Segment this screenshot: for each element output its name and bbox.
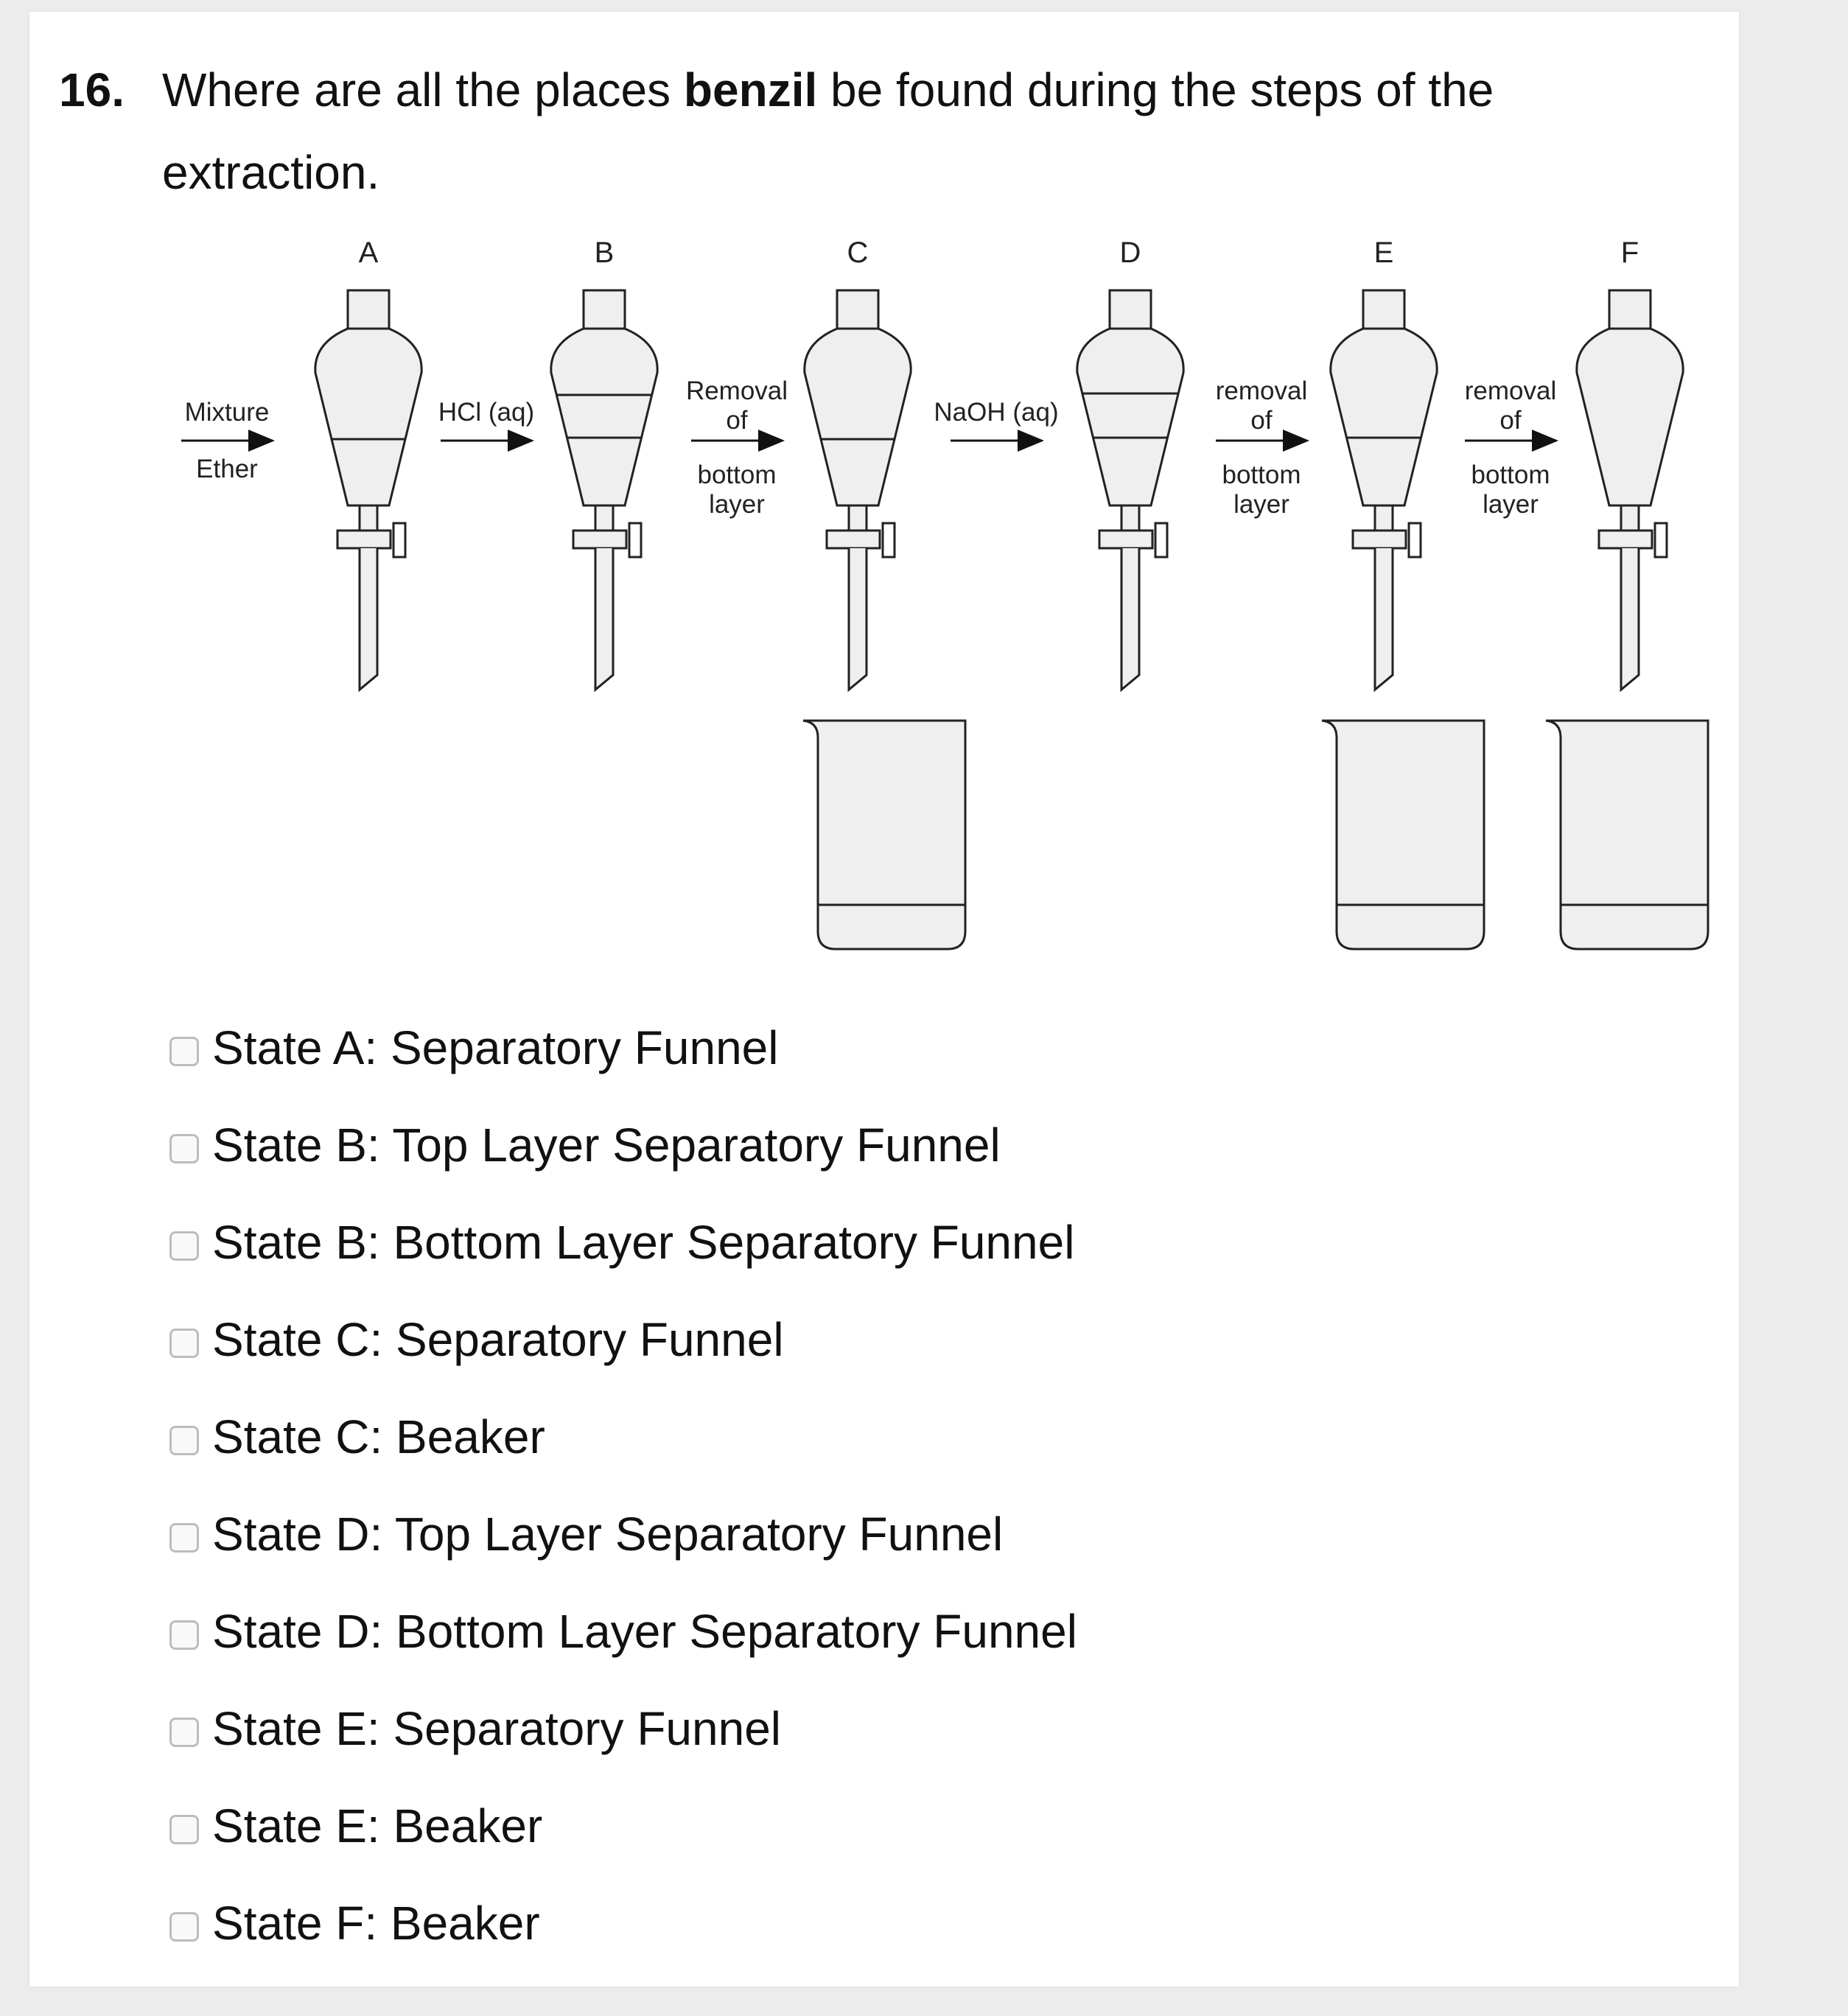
extraction-diagram [29,12,1739,970]
step-label: Ether [196,455,258,483]
option-checkbox[interactable] [169,1329,199,1358]
option-row[interactable] [169,1485,1496,1583]
answer-options [169,999,1496,1972]
step-annotation [934,398,1058,441]
option-checkbox[interactable] [169,1718,199,1747]
step-label: bottom [697,461,777,489]
option-label: State F: Beaker [212,1897,540,1950]
option-label: State D: Top Layer Separatory Funnel [212,1508,1004,1561]
question-text-start: Where are all the places [162,63,684,116]
option-row[interactable] [169,1194,1496,1291]
option-row[interactable] [169,1388,1496,1485]
step-label: of [726,406,748,435]
step-label: bottom [1471,461,1550,489]
option-checkbox[interactable] [169,1231,199,1261]
step-label: NaOH (aq) [934,398,1059,427]
separatory-funnel [551,290,657,690]
option-checkbox[interactable] [169,1134,199,1163]
separatory-funnel [315,290,421,690]
option-row[interactable] [169,999,1496,1096]
option-label: State C: Separatory Funnel [212,1313,784,1366]
step-label: layer [709,490,765,519]
step-annotation [686,377,788,519]
option-label: State C: Beaker [212,1410,545,1463]
step-annotation [438,398,534,441]
option-row[interactable] [169,1291,1496,1388]
option-label: State A: Separatory Funnel [212,1021,779,1074]
step-label: layer [1483,490,1539,519]
option-row[interactable] [169,1875,1496,1972]
option-checkbox[interactable] [169,1815,199,1844]
step-label: removal [1215,377,1308,405]
separatory-funnel [1577,290,1683,690]
stage-label: C [847,237,869,269]
step-label: Removal [685,377,788,405]
separatory-funnel [805,290,911,690]
step-label: HCl (aq) [438,398,535,427]
option-row[interactable] [169,1777,1496,1875]
option-label: State B: Bottom Layer Separatory Funnel [212,1216,1075,1269]
beaker [1546,721,1708,949]
option-checkbox[interactable] [169,1620,199,1650]
step-label: of [1499,406,1522,435]
separatory-funnel [1077,290,1183,690]
stage-label: B [594,237,615,269]
stage-label: E [1373,237,1394,269]
option-checkbox[interactable] [169,1912,199,1942]
stage-label: D [1119,237,1141,269]
stage-label: F [1620,237,1639,269]
question-text-end: be found during the steps of the extraction. [162,63,1494,199]
stage-label: A [358,237,379,269]
step-annotation [1465,377,1556,519]
question-keyword: benzil [683,63,818,116]
option-label: State E: Beaker [212,1799,543,1852]
step-label: layer [1233,490,1289,519]
question-number: 16. [59,63,125,116]
step-label: of [1250,406,1273,435]
option-row[interactable] [169,1583,1496,1680]
option-label: State E: Separatory Funnel [212,1702,781,1755]
option-row[interactable] [169,1680,1496,1777]
option-label: State D: Bottom Layer Separatory Funnel [212,1605,1077,1658]
step-label: Mixture [184,398,270,427]
option-checkbox[interactable] [169,1037,199,1066]
question-card [29,12,1739,1987]
option-checkbox[interactable] [169,1523,199,1553]
separatory-funnel [1331,290,1437,690]
option-label: State B: Top Layer Separatory Funnel [212,1119,1001,1172]
step-label: removal [1464,377,1557,405]
beaker [803,721,965,949]
step-annotation [1216,377,1307,519]
step-label: bottom [1222,461,1301,489]
option-row[interactable] [169,1096,1496,1194]
step-annotation [181,398,273,483]
beaker [1322,721,1484,949]
option-checkbox[interactable] [169,1426,199,1455]
